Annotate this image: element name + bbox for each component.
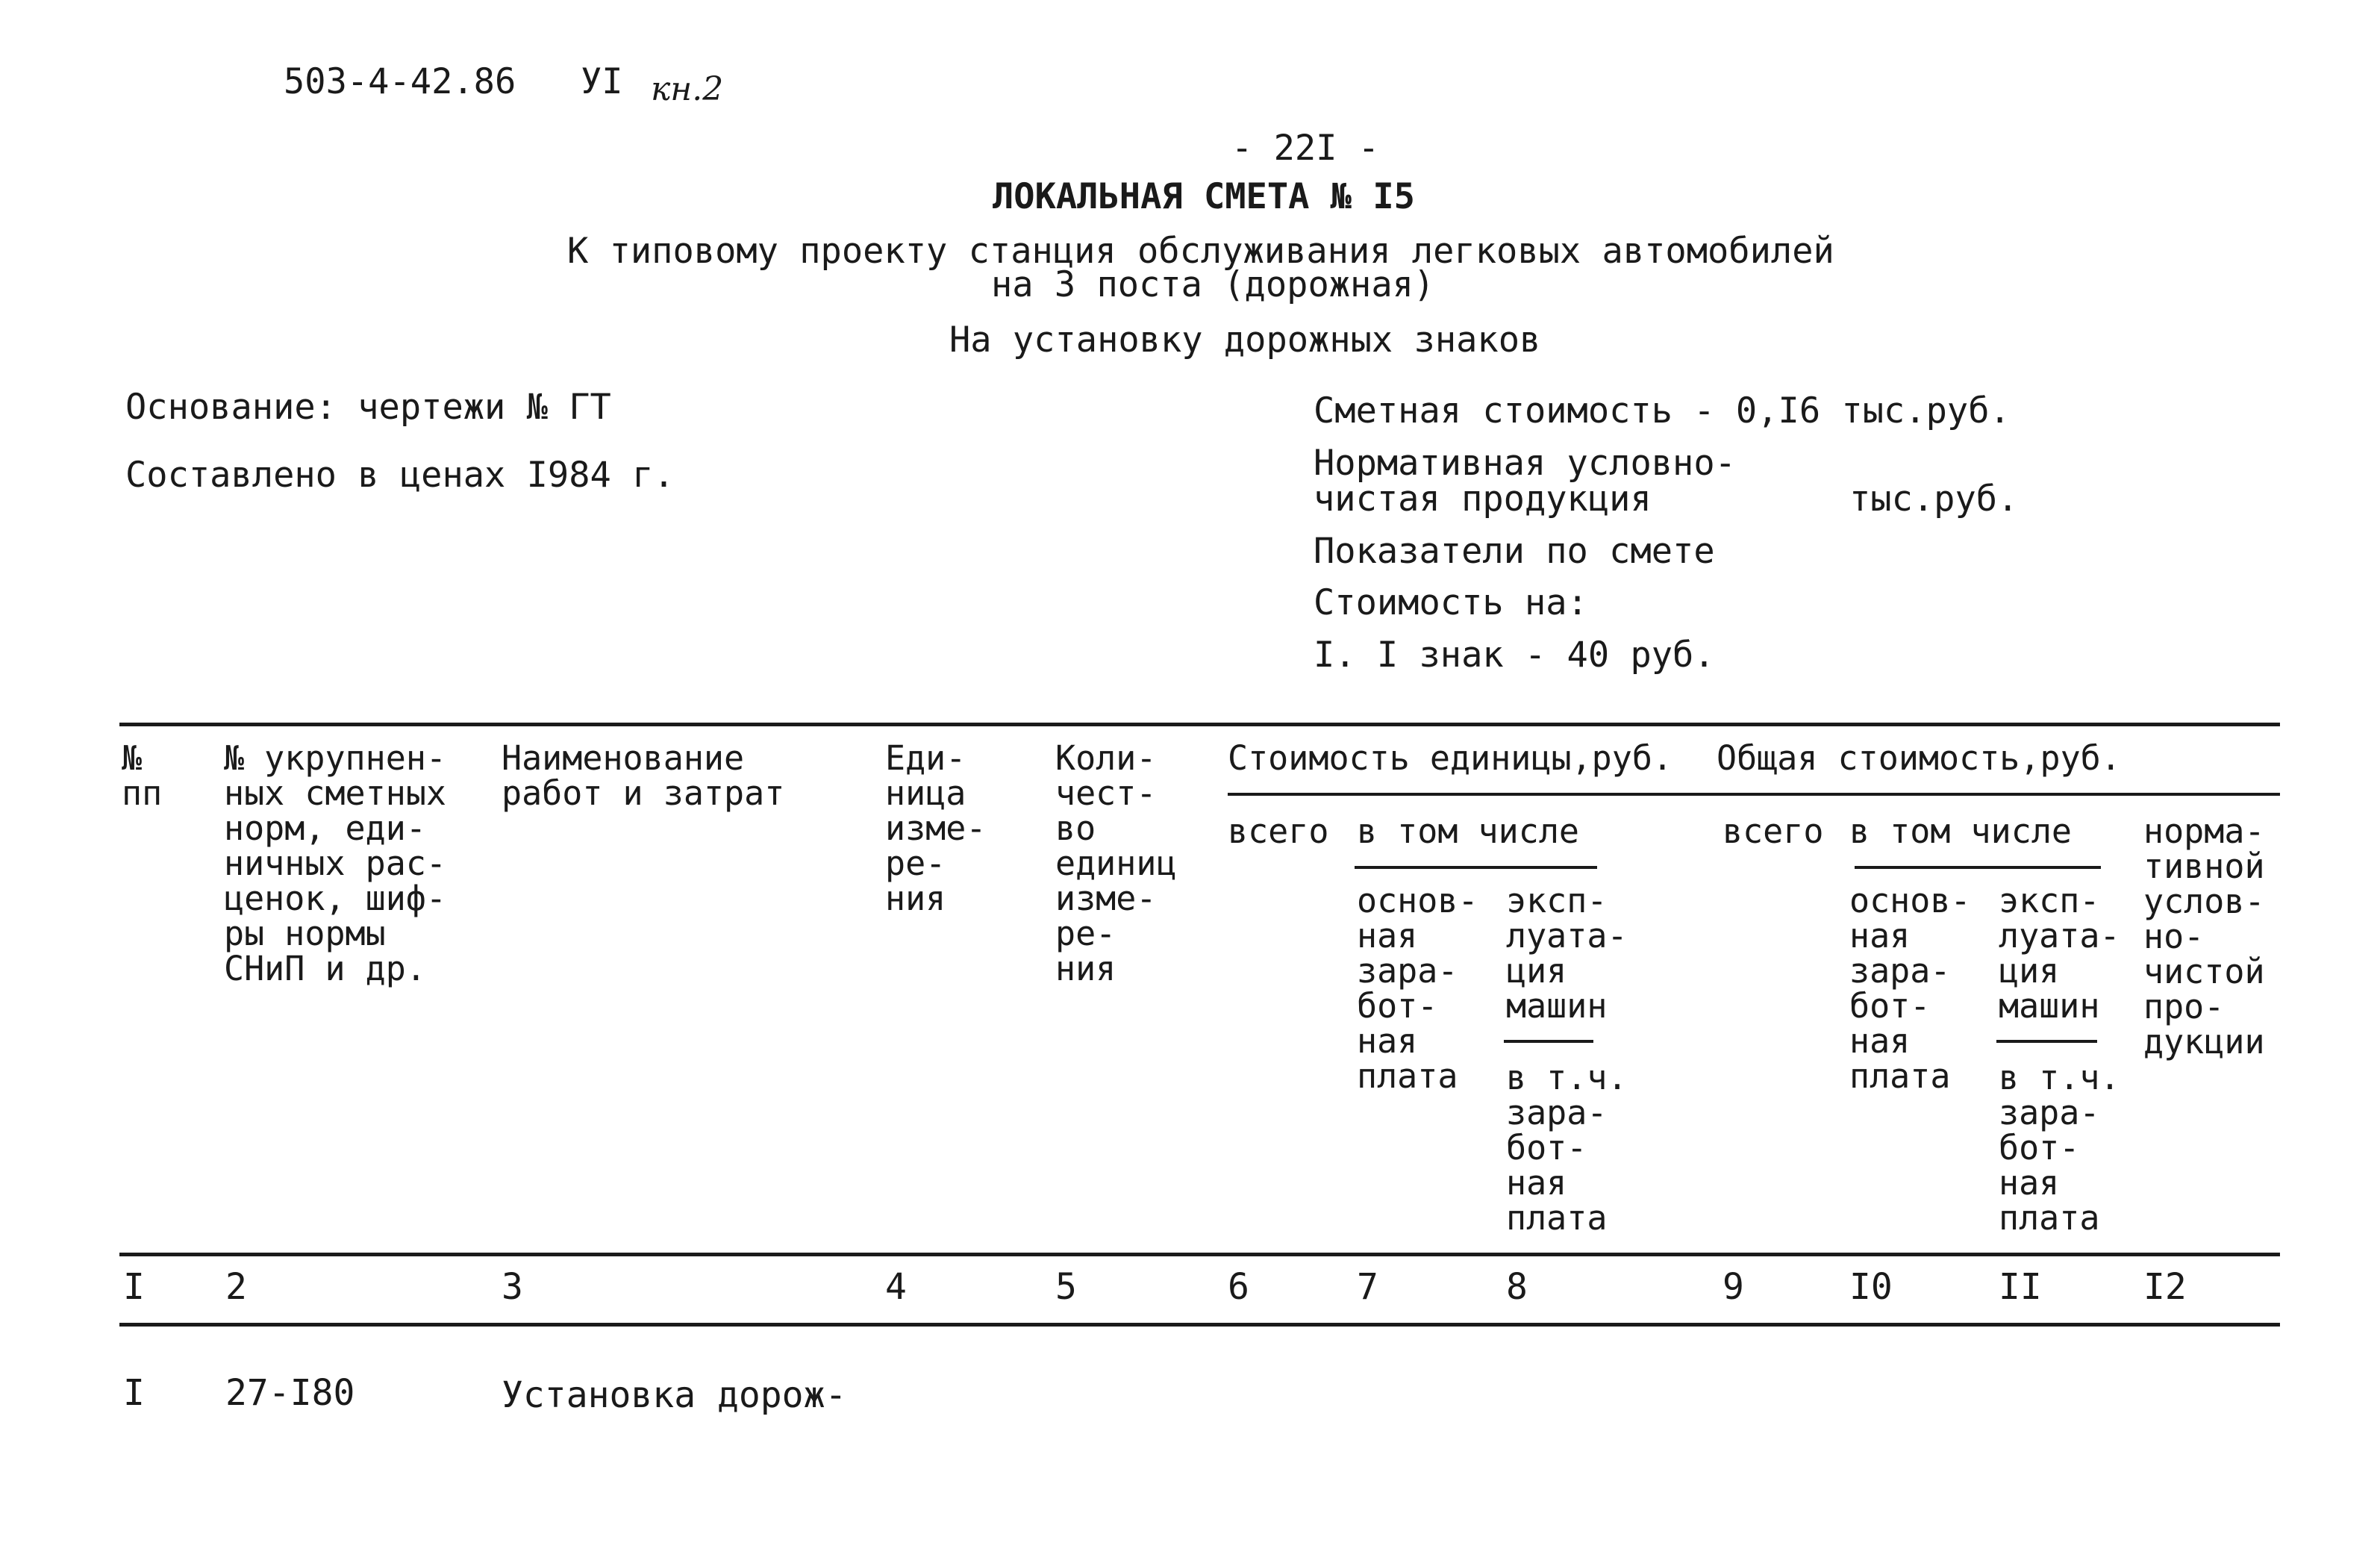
estimate-purpose: На установку дорожных знаков — [949, 319, 1541, 361]
column-number: 6 — [1228, 1266, 1249, 1308]
column-number: 7 — [1357, 1266, 1378, 1308]
column-number: 8 — [1506, 1266, 1528, 1308]
column-number: I2 — [2143, 1266, 2187, 1308]
header-quantity: Коли- чест- во единиц изме- ре- ния — [1055, 738, 1177, 988]
prices-text: Составлено в ценах I984 г. — [125, 455, 675, 496]
cost-on-label: Стоимость на: — [1314, 582, 1588, 623]
column-number: 5 — [1055, 1266, 1077, 1308]
cost-group-rule — [1228, 793, 2280, 796]
basis-text: Основание: чертежи № ГТ — [125, 387, 611, 428]
header-normative: норма- тивной услов- но- чистой про- дукции — [2143, 811, 2265, 1062]
document-code: 503-4-42.86 — [284, 61, 516, 102]
header-unit-machines: эксп- луата- ция машин — [1506, 881, 1628, 1026]
volume-label: УI — [581, 61, 623, 102]
total-machines-rule — [1996, 1040, 2097, 1043]
column-number: 3 — [502, 1266, 523, 1308]
unit-machines-rule — [1504, 1040, 1593, 1043]
header-total-total: всего — [1722, 811, 1824, 851]
subtitle-line-2: на 3 поста (дорожная) — [991, 264, 1435, 305]
header-total-incl: в том числе — [1849, 811, 2073, 851]
header-row-number: № пп — [122, 738, 163, 813]
header-total-cost-group: Общая стоимость,руб. — [1717, 738, 2121, 778]
header-norm-code: № укрупнен- ных сметных норм, еди- ничных рас- ценок, шиф- ры нормы СНиП и др. — [224, 738, 447, 988]
column-number: II — [1999, 1266, 2042, 1308]
header-total-basic-wage: основ- ная зара- бот- ная плата — [1849, 881, 1971, 1096]
header-work-name: Наименование работ и затрат — [502, 738, 785, 813]
header-unit-basic-wage: основ- ная зара- бот- ная плата — [1357, 881, 1478, 1096]
row-number: I — [123, 1372, 145, 1414]
header-unit-total: всего — [1228, 811, 1329, 851]
estimated-cost: Сметная стоимость - 0,I6 тыс.руб. — [1314, 390, 2011, 431]
header-bottom-rule — [119, 1253, 2280, 1256]
header-unit-cost-group: Стоимость единицы,руб. — [1228, 738, 1673, 778]
normative-label-1: Нормативная условно- — [1314, 443, 1736, 484]
header-unit: Еди- ница изме- ре- ния — [885, 738, 987, 918]
indicators-label: Показатели по смете — [1314, 531, 1715, 572]
column-number: I — [123, 1266, 145, 1308]
column-number: 2 — [225, 1266, 247, 1308]
row-work-name: Установка дорож- — [502, 1374, 847, 1416]
normative-unit: тыс.руб. — [1849, 479, 2019, 520]
numbers-bottom-rule — [119, 1323, 2280, 1327]
document-title: ЛОКАЛЬНАЯ СМЕТА № I5 — [993, 176, 1415, 217]
normative-label-2: чистая продукция — [1314, 479, 1652, 520]
column-number: I0 — [1849, 1266, 1893, 1308]
row-norm-code: 27-I80 — [225, 1372, 355, 1414]
header-total-incl-wage: в т.ч. зара- бот- ная плата — [1999, 1058, 2120, 1238]
column-number: 4 — [885, 1266, 907, 1308]
page-number: - 22I - — [1231, 128, 1380, 169]
table-top-rule — [119, 723, 2280, 726]
unit-incl-rule — [1355, 866, 1597, 869]
header-total-machines: эксп- луата- ция машин — [1999, 881, 2120, 1026]
column-number: 9 — [1722, 1266, 1744, 1308]
header-unit-incl-wage: в т.ч. зара- бот- ная плата — [1506, 1058, 1628, 1238]
total-incl-rule — [1855, 866, 2101, 869]
subtitle-line-1: К типовому проекту станция обслуживания легковых автомобилей — [567, 231, 1834, 272]
cost-item: I. I знак - 40 руб. — [1314, 635, 1715, 676]
header-unit-incl: в том числе — [1357, 811, 1580, 851]
handwritten-note: кн.2 — [651, 70, 724, 108]
